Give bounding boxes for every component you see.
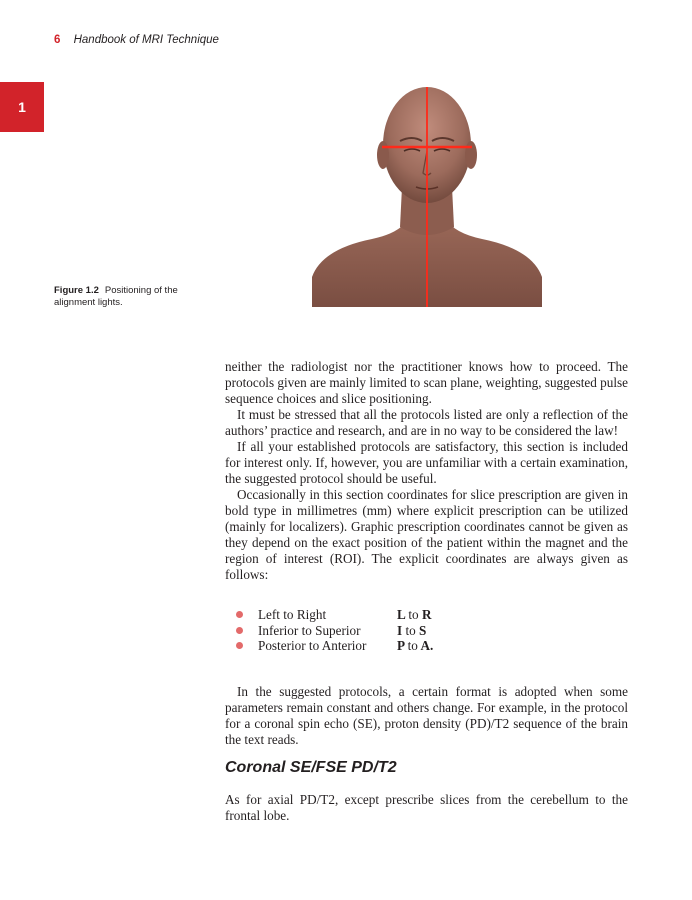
- coordinate-list: [236, 607, 536, 654]
- paragraph: As for axial PD/T2, except prescribe slices from the cerebellum to the frontal lobe.: [225, 792, 628, 823]
- bullet-icon: [236, 611, 243, 618]
- chapter-tab: [0, 82, 44, 132]
- page-number: 6: [54, 34, 61, 46]
- list-item: [236, 607, 536, 623]
- body-block-2: [225, 684, 628, 748]
- figure-caption-text: Positioning of the alignment lights.: [54, 285, 178, 308]
- bullet-icon: [236, 642, 243, 649]
- right-ear: [465, 141, 477, 169]
- body-block-1: [225, 359, 628, 583]
- coordinate-code: L to R: [397, 607, 432, 622]
- paragraph: In the suggested protocols, a certain format is adopted when some parameters remain constant and others change. For example, in the protocol for a coronal spin echo (SE), proton density (PD)/T2 sequence of the brain the text reads.: [225, 684, 628, 747]
- list-item: [236, 623, 536, 639]
- head-illustration: [312, 87, 542, 307]
- figure-label: Figure 1.2: [54, 285, 99, 296]
- bullet-icon: [236, 627, 243, 634]
- paragraph: Occasionally in this section coordinates for slice prescription are given in bold type in millimetres (mm) where explicit prescription can be utilized (mainly for localizers). Graphic prescription coordinates cannot be given as they depend on the exact position of the patient within the magnet and the region of interest (ROI). The explicit coordinates are always given as follows:: [225, 487, 628, 582]
- book-title: Handbook of MRI Technique: [73, 34, 219, 46]
- paragraph: neither the radiologist nor the practitioner knows how to proceed. The protocols given are mainly limited to scan plane, weighting, suggested pulse sequence choices and slice positioning.: [225, 359, 628, 406]
- figure-caption: [54, 285, 204, 309]
- coordinate-code: P to A.: [397, 638, 434, 653]
- chapter-number: 1: [18, 99, 26, 115]
- coordinate-term: Left to Right: [258, 607, 327, 622]
- paragraph: It must be stressed that all the protocols listed are only a reflection of the authors’ practice and research, and are in no way to be considered the law!: [225, 407, 628, 438]
- left-ear: [377, 141, 389, 169]
- coordinate-code: I to S: [397, 622, 427, 638]
- body-block-3: [225, 792, 628, 824]
- coordinate-term: Inferior to Superior: [258, 622, 361, 638]
- figure-head-alignment: [312, 87, 542, 307]
- paragraph: If all your established protocols are satisfactory, this section is included for interest only. If, however, you are unfamiliar with a certain examination, the suggested protocol should be useful.: [225, 439, 628, 486]
- coordinate-term: Posterior to Anterior: [258, 638, 367, 653]
- list-item: [236, 638, 536, 654]
- running-head: [54, 34, 219, 46]
- section-heading: Coronal SE/FSE PD/T2: [225, 759, 397, 776]
